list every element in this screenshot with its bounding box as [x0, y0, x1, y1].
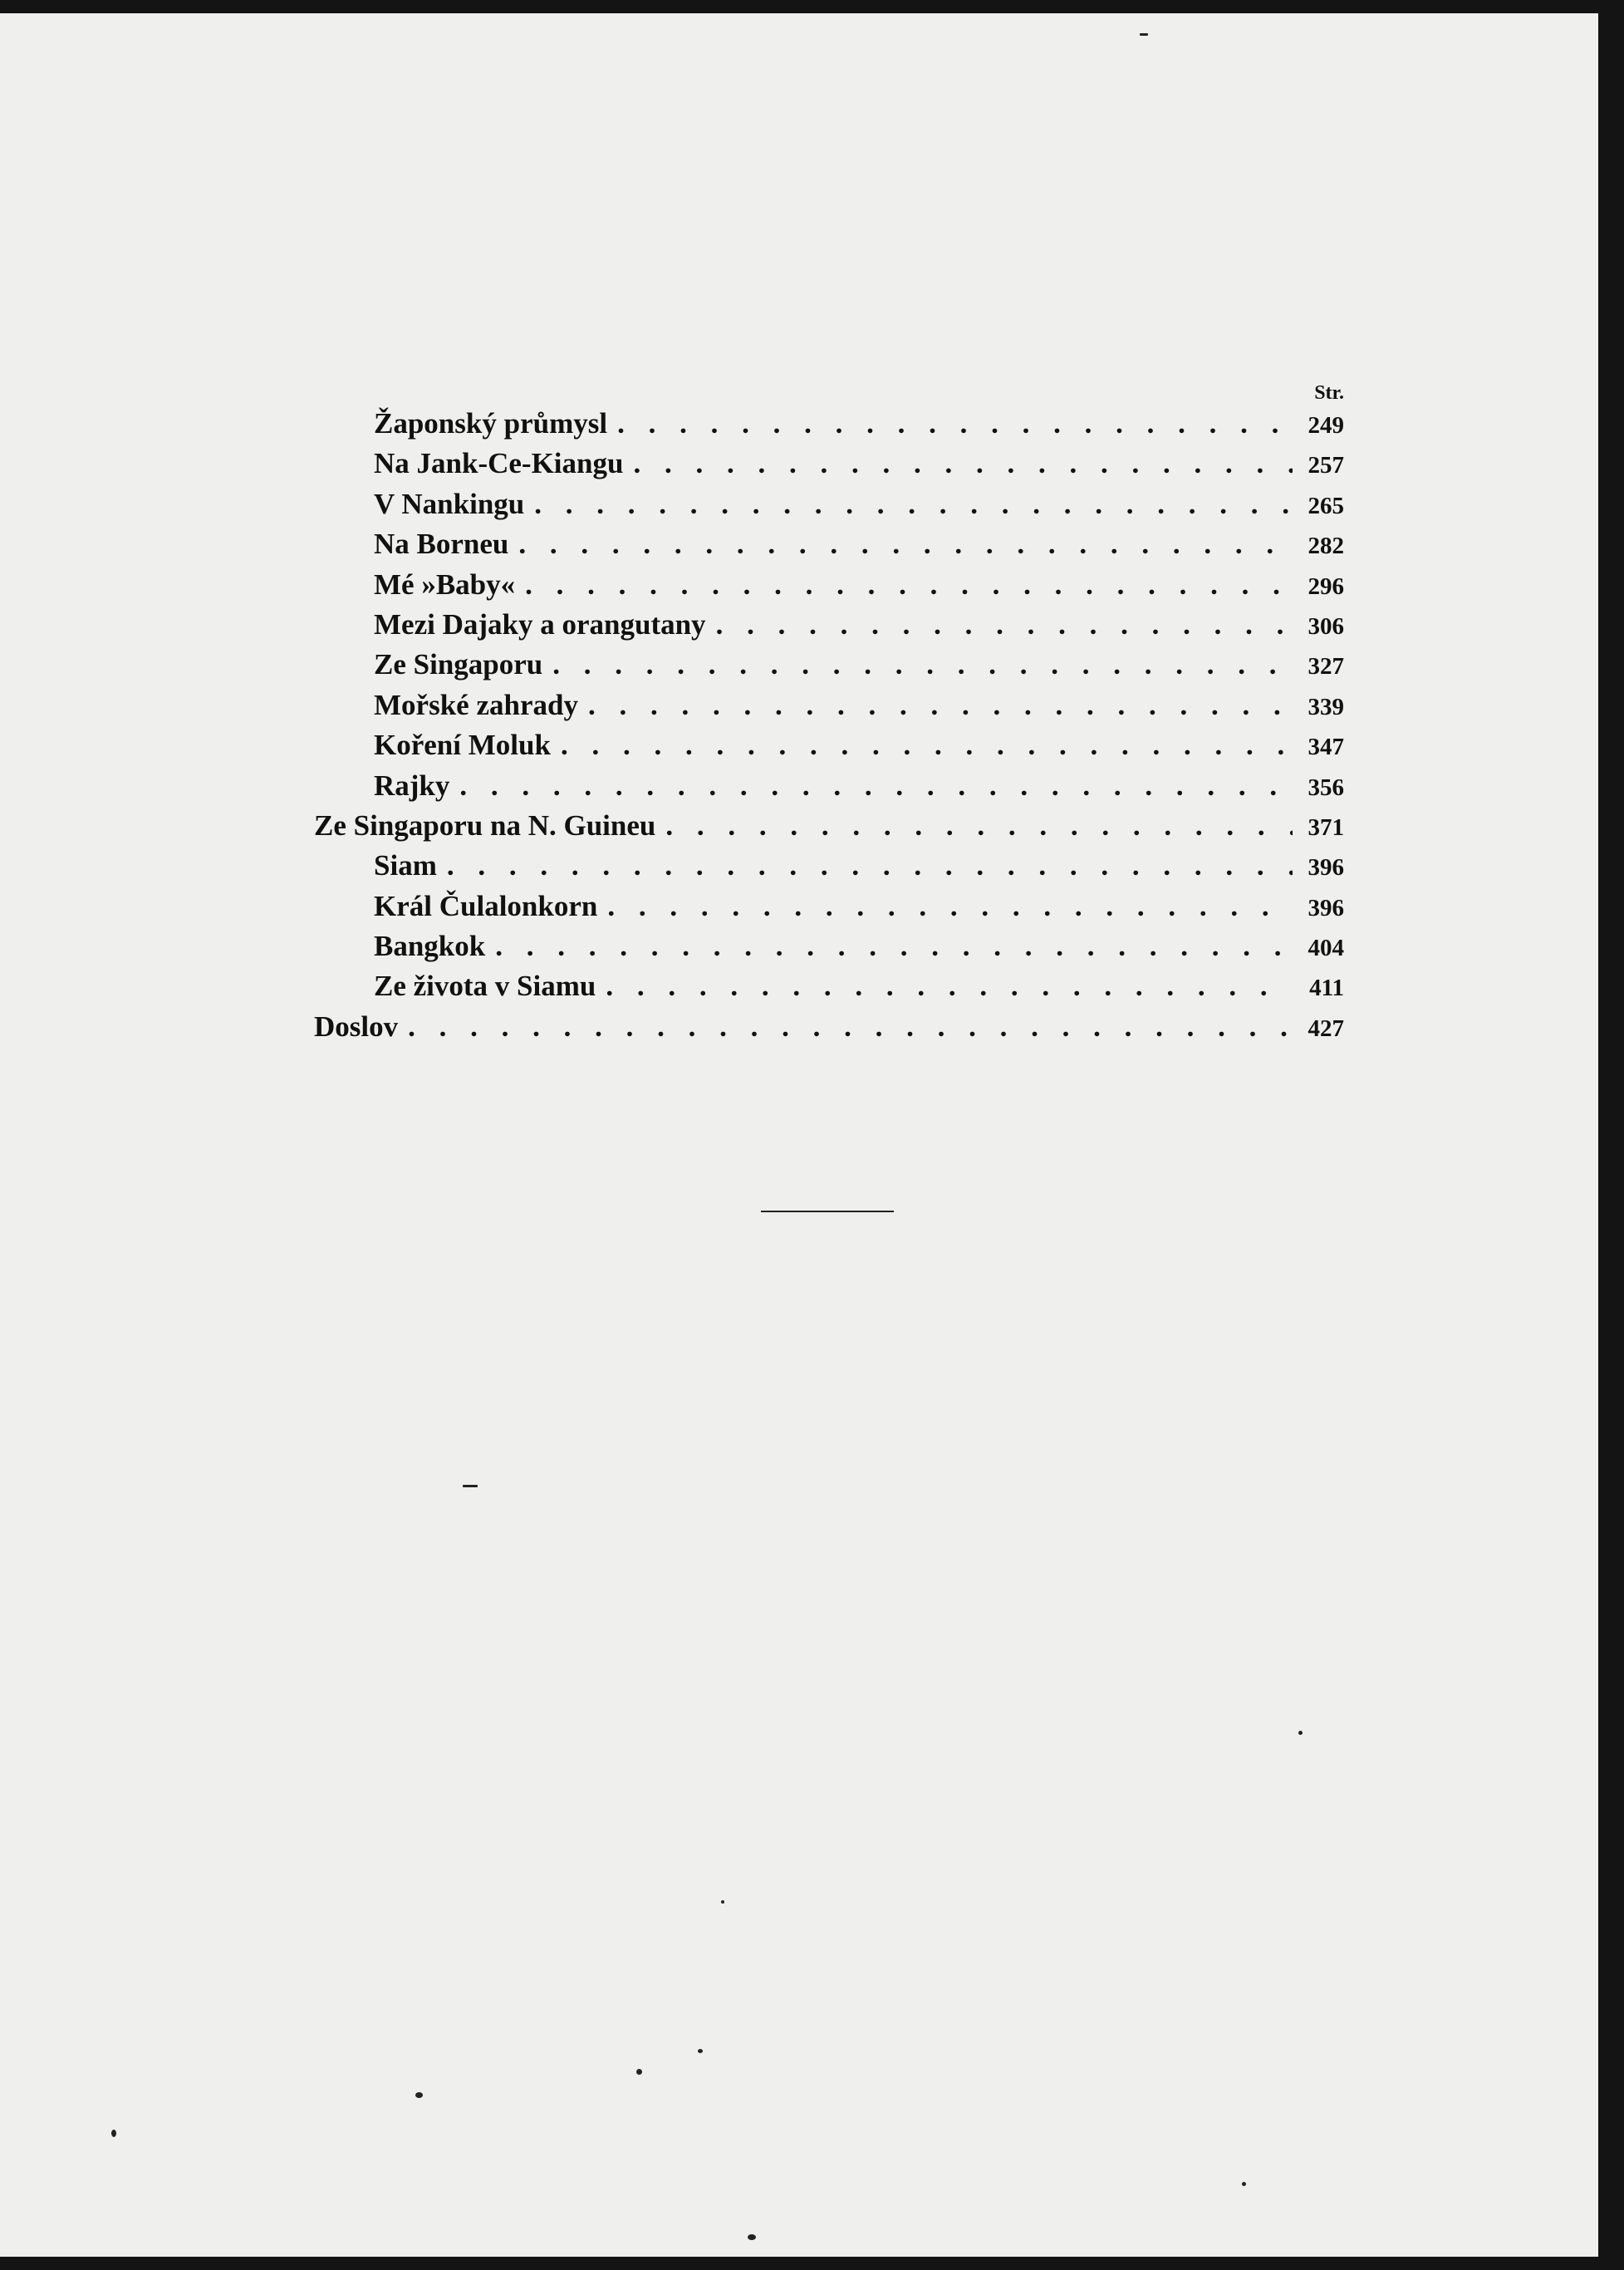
dot-leader: [495, 930, 1293, 963]
dot-leader: [552, 648, 1293, 681]
page-column-label: Str.: [1314, 382, 1344, 404]
toc-entry: [314, 568, 1344, 608]
toc-entry: [314, 890, 1344, 930]
dot-leader: [617, 407, 1293, 440]
toc-entry-page-number: 265: [1308, 492, 1344, 519]
toc-entry-page-number: 427: [1308, 1015, 1344, 1042]
toc-entry-page-number: 396: [1308, 894, 1344, 921]
toc-entry: [314, 648, 1344, 688]
table-of-contents: [314, 377, 1344, 1050]
dot-leader: [665, 809, 1293, 843]
book-page: [0, 13, 1598, 2257]
scan-speck: [415, 2092, 423, 2098]
toc-entry-title: Doslov: [314, 1010, 399, 1043]
toc-entry-title: Mořské zahrady: [374, 688, 578, 721]
toc-entry-page-number: 411: [1309, 975, 1344, 1002]
toc-entry: [314, 930, 1344, 970]
toc-entry-title: Ze Singaporu: [374, 648, 543, 681]
toc-entry: [314, 809, 1344, 849]
toc-entry-title: Na Borneu: [374, 528, 509, 561]
toc-entry: [314, 407, 1344, 447]
toc-entry-page-number: 371: [1308, 813, 1344, 841]
toc-entry-page-number: 257: [1308, 452, 1344, 479]
toc-entry: [314, 608, 1344, 648]
toc-entry-page-number: 249: [1308, 412, 1344, 439]
end-rule: [761, 1211, 894, 1212]
toc-entry: [314, 447, 1344, 487]
toc-entry-title: Ze života v Siamu: [374, 970, 596, 1003]
scan-speck: [636, 2069, 642, 2075]
scan-speck: [748, 2234, 756, 2240]
toc-entry-title: Koření Moluk: [374, 729, 551, 762]
dot-leader: [534, 488, 1293, 521]
toc-entry-page-number: 306: [1308, 612, 1344, 640]
dot-leader: [607, 890, 1293, 923]
scan-top-edge: [0, 0, 1624, 13]
toc-entry: [314, 488, 1344, 528]
toc-entry-page-number: 356: [1308, 774, 1344, 801]
toc-entry: [314, 729, 1344, 769]
toc-entry-title: Ze Singaporu na N. Guineu: [314, 808, 656, 842]
dot-leader: [588, 689, 1293, 722]
dot-leader: [525, 568, 1293, 602]
toc-entry-title: Rajky: [374, 769, 450, 802]
toc-entry: [314, 528, 1344, 568]
toc-entry-page-number: 404: [1308, 935, 1344, 962]
toc-entry-title: Siam: [374, 849, 437, 882]
toc-entry-page-number: 296: [1308, 572, 1344, 600]
dot-leader: [459, 769, 1293, 803]
toc-entry-title: Král Čulalonkorn: [374, 889, 598, 922]
toc-entry: [314, 849, 1344, 889]
toc-entry-title: Žaponský průmysl: [374, 407, 608, 440]
toc-entry: [314, 769, 1344, 809]
dot-leader: [606, 970, 1293, 1003]
scan-speck: [111, 2130, 116, 2137]
dot-leader: [518, 528, 1293, 561]
dot-leader: [447, 849, 1293, 882]
scan-speck: [698, 2049, 703, 2053]
scan-speck: [1298, 1731, 1303, 1735]
toc-entry: [314, 970, 1344, 1010]
scan-speck: [1242, 2182, 1246, 2186]
toc-entry-title: V Nankingu: [374, 487, 525, 520]
dot-leader: [633, 447, 1293, 480]
scan-speck: [463, 1485, 478, 1487]
toc-entry-page-number: 396: [1308, 854, 1344, 882]
scan-speck: [1140, 33, 1148, 36]
scan-right-edge: [1598, 0, 1624, 2270]
toc-entry-page-number: 339: [1308, 693, 1344, 720]
dot-leader: [716, 608, 1293, 641]
toc-entry: [314, 689, 1344, 729]
toc-entries: [314, 407, 1344, 1050]
toc-entry-title: Na Jank-Ce-Kiangu: [374, 447, 624, 480]
toc-entry-title: Bangkok: [374, 930, 486, 963]
scan-speck: [721, 1900, 724, 1904]
toc-entry-page-number: 327: [1308, 653, 1344, 681]
toc-header: [314, 377, 1344, 407]
dot-leader: [408, 1010, 1293, 1044]
toc-entry-title: Mé »Baby«: [374, 568, 516, 601]
toc-entry: [314, 1010, 1344, 1050]
toc-entry-page-number: 347: [1308, 734, 1344, 761]
toc-entry-title: Mezi Dajaky a orangutany: [374, 607, 706, 641]
dot-leader: [561, 729, 1293, 762]
toc-entry-page-number: 282: [1308, 533, 1344, 560]
